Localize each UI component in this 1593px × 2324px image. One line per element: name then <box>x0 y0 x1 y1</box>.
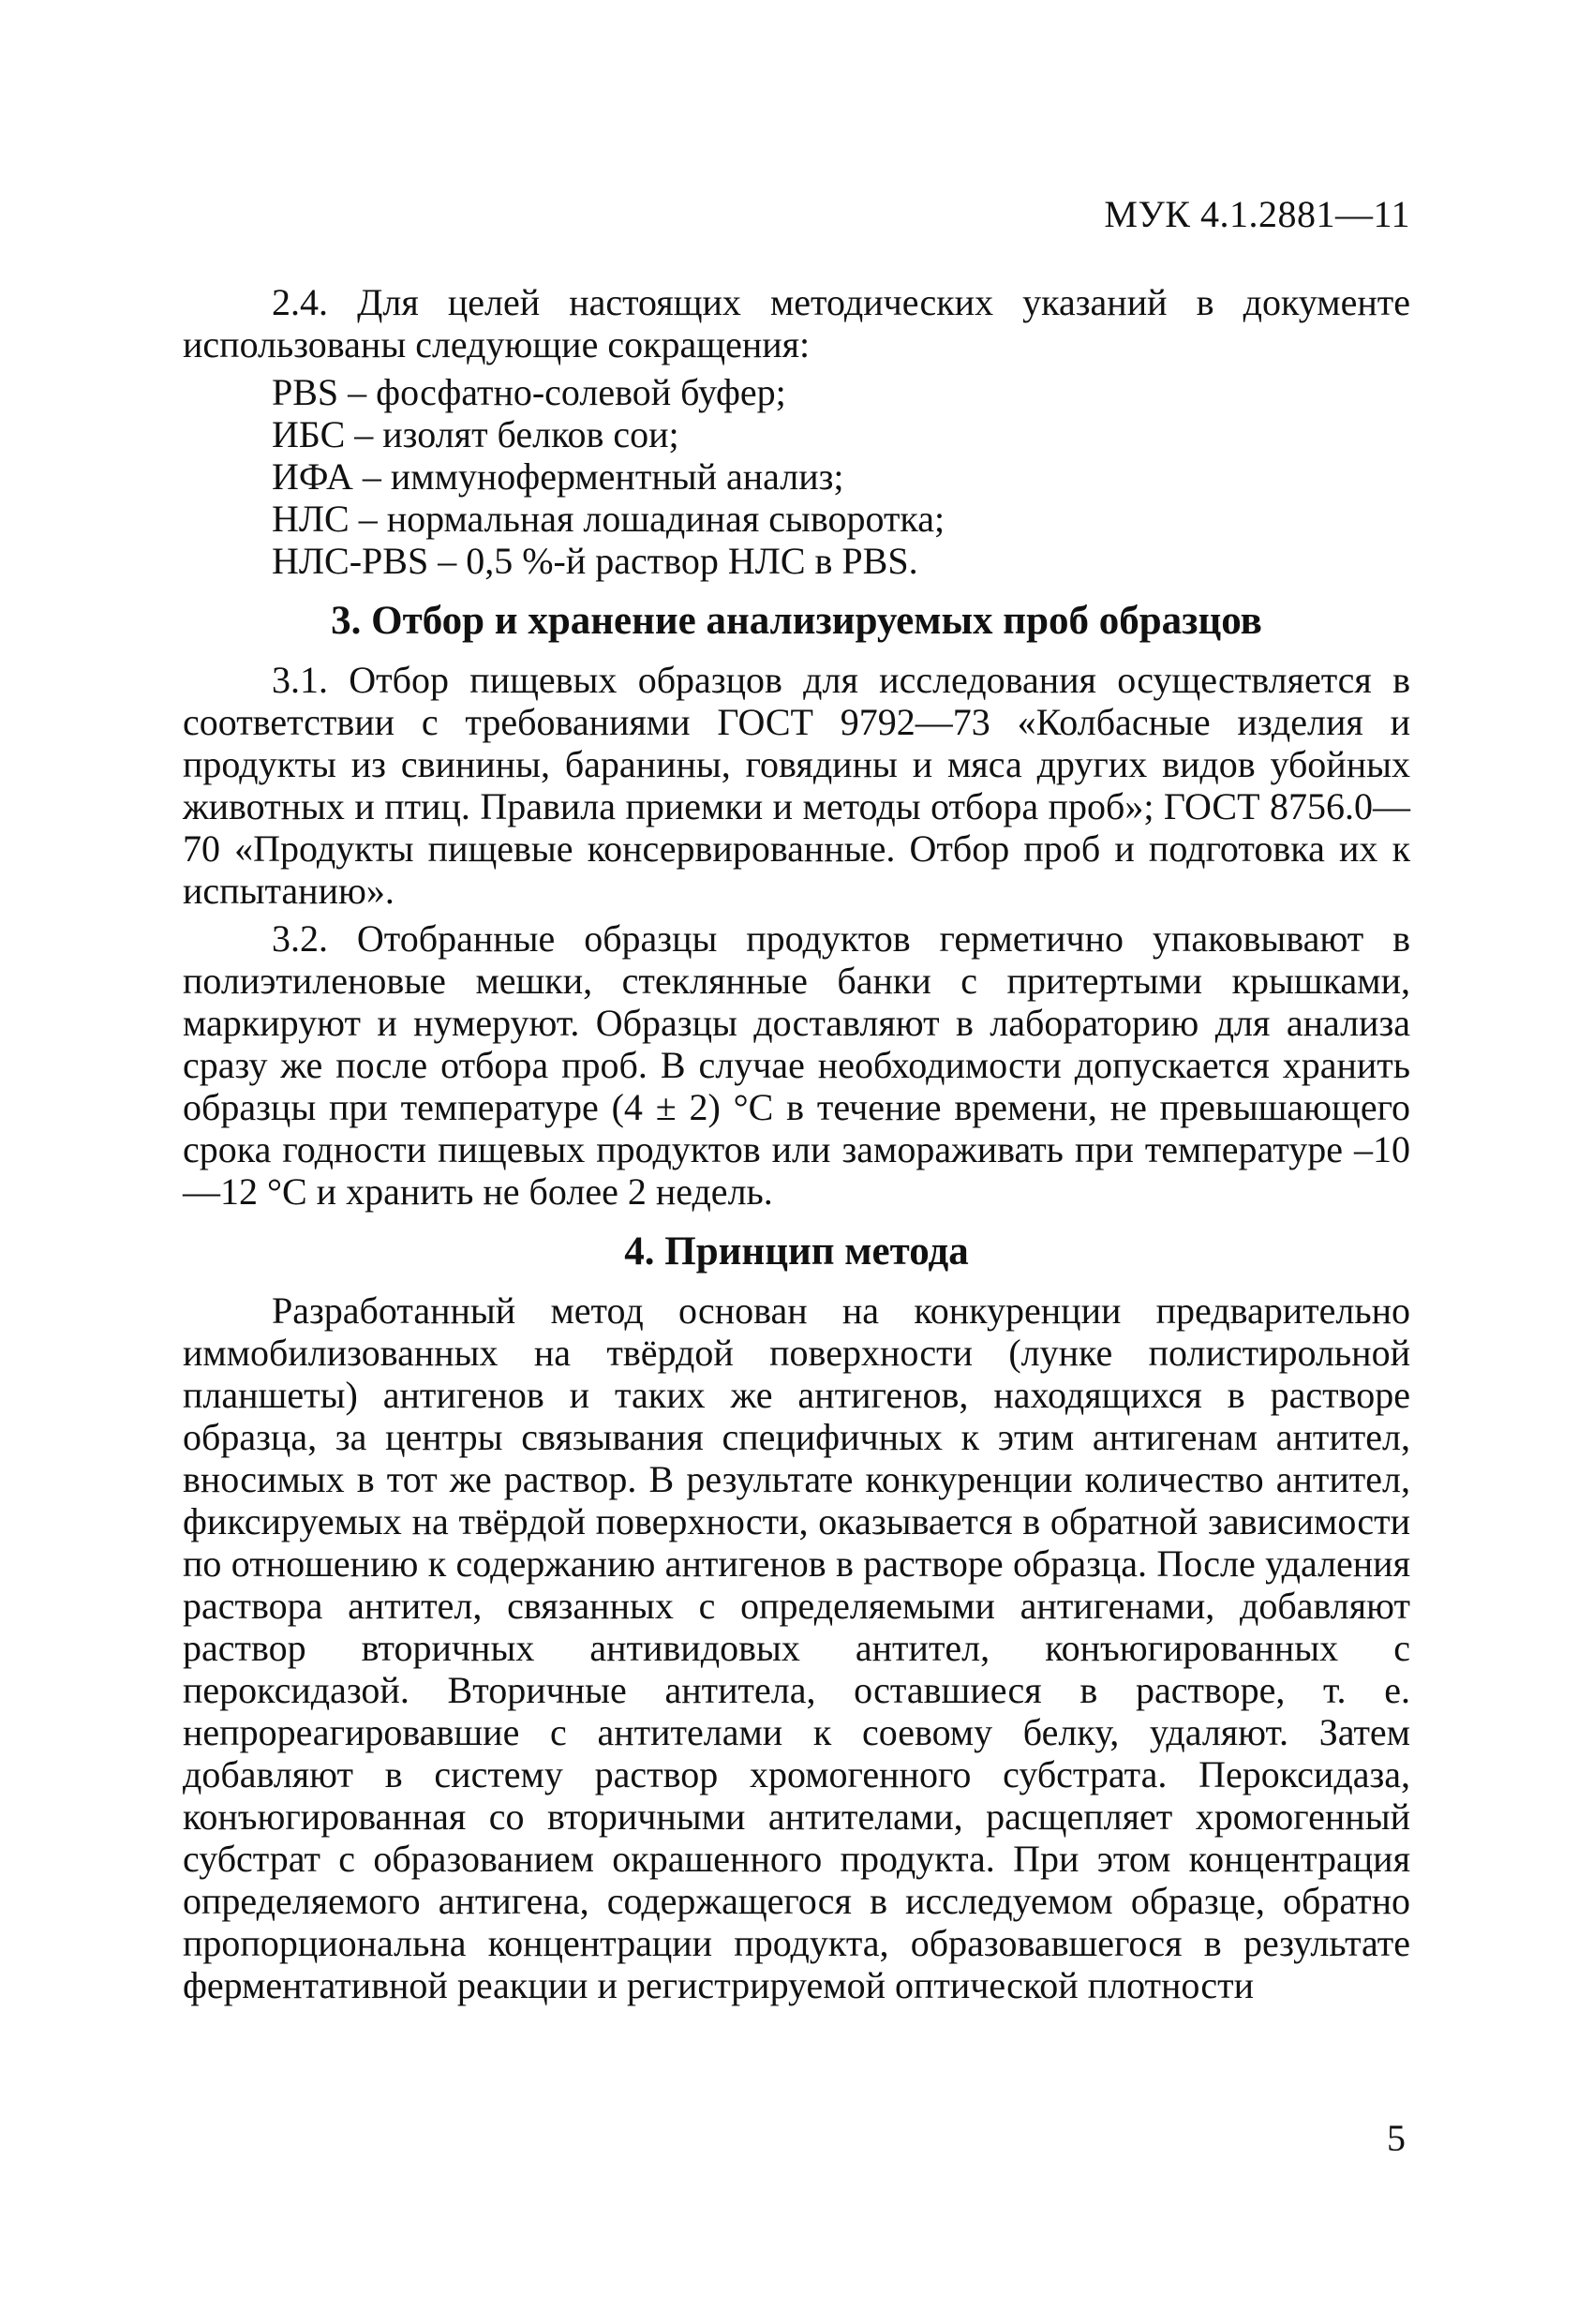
abbreviation-item: НЛС-PBS – 0,5 %-й раствор НЛС в PBS. <box>272 540 918 582</box>
section-2-4-intro: 2.4. Для целей настоящих методических указаний в документе использованы следующие сокращения: <box>183 281 1410 365</box>
section-3-1-paragraph: 3.1. Отбор пищевых образцов для исследования осуществляется в соответствии с требованиями ГОСТ 9792—73 «Колбасные изделия и продукты из свинины, баранины, говядины и мяса других видов убойных животных и птиц. Правила приемки и методы отбора проб»; ГОСТ 8756.0—70 «Продукты пищевые консервированные. Отбор проб и подготовка их к испытанию». <box>183 659 1410 912</box>
abbreviation-item: НЛС – нормальная лошадиная сыворотка; <box>272 498 945 540</box>
page-body <box>183 281 1410 2012</box>
abbreviation-item: ИБС – изолят белков сои; <box>272 413 679 455</box>
abbreviation-item: PBS – фосфатно-солевой буфер; <box>272 371 786 413</box>
document-code-header: МУК 4.1.2881—11 <box>1104 193 1410 235</box>
abbreviation-item: ИФА – иммуноферментный анализ; <box>272 455 844 498</box>
section-4-heading: 4. Принцип метода <box>624 1229 969 1274</box>
section-3-2-paragraph: 3.2. Отобранные образцы продуктов герметично упаковывают в полиэтиленовые мешки, стеклянные банки с притертыми крышками, маркируют и нумеруют. Образцы доставляют в лабораторию для анализа сразу же после отбора проб. В случае необходимости допускается хранить образцы при температуре (4 ± 2) °С в течение времени, не превышающего срока годности пищевых продуктов или замораживать при температуре –10—12 °С и хранить не более 2 недель. <box>183 917 1410 1213</box>
page-number: 5 <box>1387 2117 1406 2159</box>
section-3-heading: 3. Отбор и хранение анализируемых проб образцов <box>331 599 1262 643</box>
section-4-paragraph: Разработанный метод основан на конкуренции предварительно иммобилизованных на твёрдой поверхности (лунке полистирольной планшеты) антигенов и таких же антигенов, находящихся в растворе образца, за центры связывания специфичных к этим антигенам антител, вносимых в тот же раствор. В результате конкуренции количество антител, фиксируемых на твёрдой поверхности, оказывается в обратной зависимости по отношению к содержанию антигенов в растворе образца. После удаления раствора антител, связанных с определяемыми антигенами, добавляют раствор вторичных антивидовых антител, конъюгированных с пероксидазой. Вторичные антитела, оставшиеся в растворе, т. е. непрореагировавшие с антителами к соевому белку, удаляют. Затем добавляют в систему раствор хромогенного субстрата. Пероксидаза, конъюгированная со вторичными антителами, расщепляет хромогенный субстрат с образованием окрашенного продукта. При этом концентрация определяемого антигена, содержащегося в исследуемом образце, обратно пропорциональна концентрации продукта, образовавшегося в результате ферментативной реакции и регистрируемой оптической плотности <box>183 1289 1410 2006</box>
abbreviation-list <box>183 371 1410 582</box>
